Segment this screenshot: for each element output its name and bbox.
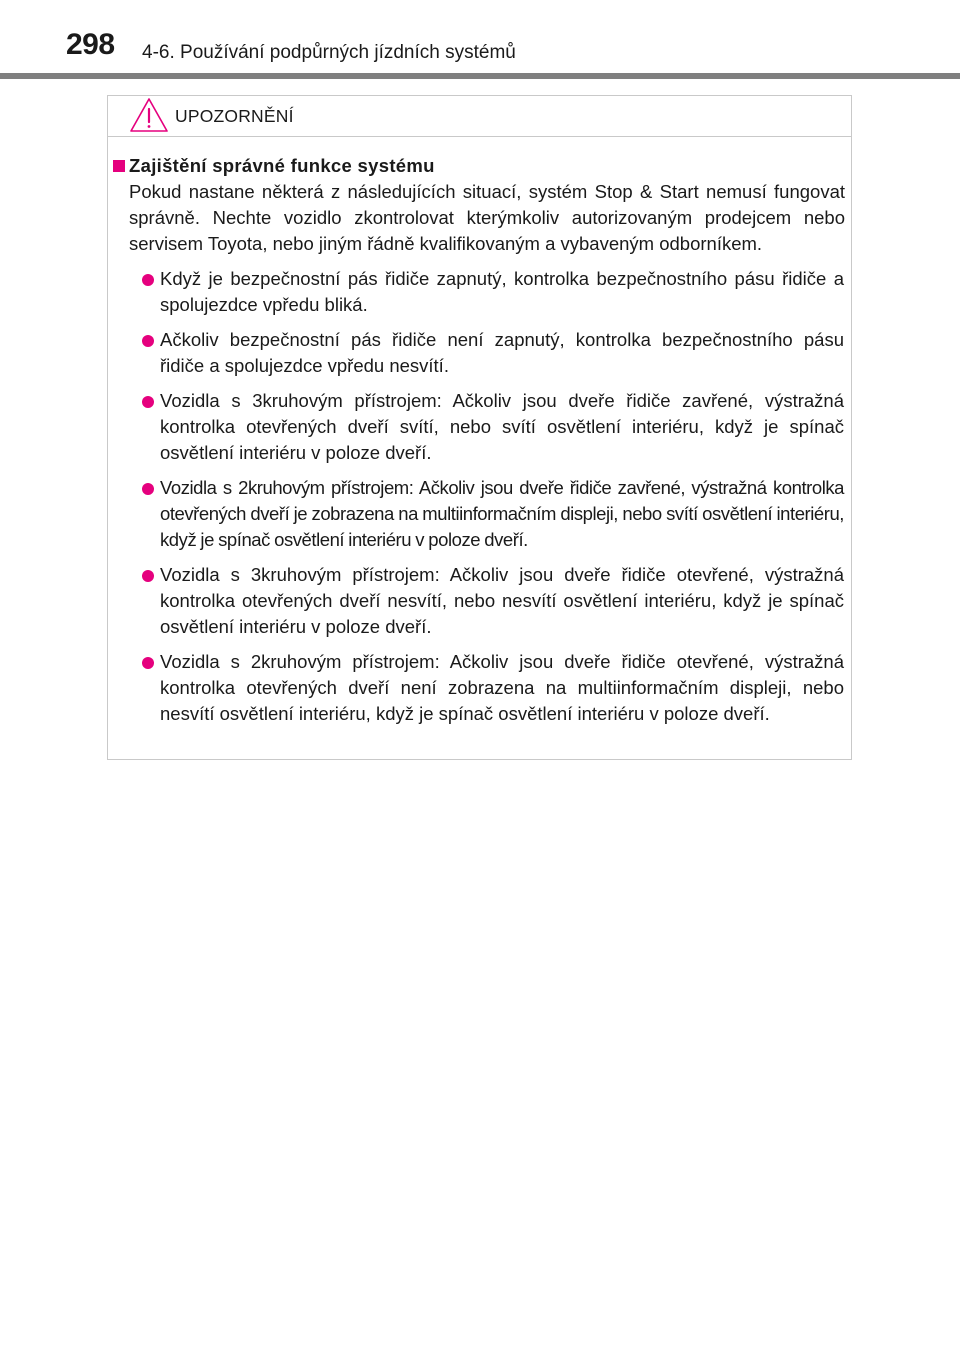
round-bullet-icon bbox=[142, 396, 154, 408]
condition-list bbox=[108, 266, 851, 727]
header-rule bbox=[0, 73, 960, 79]
list-item bbox=[129, 649, 851, 727]
list-item bbox=[129, 327, 851, 379]
caution-label: UPOZORNĚNÍ bbox=[175, 106, 294, 126]
list-item-text: Vozidla s 3kruhovým přístrojem: Ačkoliv jsou dveře řidiče zavřené, výstražná kontrolka otevřených dveří svítí, nebo svítí osvětlení interiéru, když je spínač osvětlení interiéru v poloze dveří. bbox=[160, 390, 844, 463]
square-bullet-icon bbox=[113, 160, 125, 172]
round-bullet-icon bbox=[142, 657, 154, 669]
list-item-text: Vozidla s 3kruhovým přístrojem: Ačkoliv jsou dveře řidiče otevřené, výstražná kontrolka otevřených dveří nesvítí, nebo nesvítí osvětlení interiéru, když je spínač osvětlení interiéru v poloze dveří. bbox=[160, 564, 844, 637]
list-item bbox=[129, 562, 851, 640]
list-item bbox=[129, 475, 851, 553]
list-item-text: Ačkoliv bezpečnostní pás řidiče není zapnutý, kontrolka bezpečnostního pásu řidiče a spolujezdce vpředu nesvítí. bbox=[160, 329, 844, 376]
warning-triangle-icon bbox=[128, 96, 170, 134]
subheading-text: Zajištění správné funkce systému bbox=[129, 155, 435, 176]
caution-box bbox=[107, 95, 852, 760]
list-item bbox=[129, 266, 851, 318]
list-item-text: Vozidla s 2kruhovým přístrojem: Ačkoliv jsou dveře řidiče otevřené, výstražná kontrolka otevřených dveří není zobrazena na multiinformačním displeji, nebo nesvítí osvětlení interiéru, když je spínač osvětlení interiéru v poloze dveří. bbox=[160, 651, 844, 724]
intro-paragraph: Pokud nastane některá z následujících situací, systém Stop & Start nemusí fungovat správně. Nechte vozidlo zkontrolovat kterýmkoliv autorizovaným prodejcem nebo servisem Toyota, nebo jiným řádně kvalifikovaným a vybaveným odborníkem. bbox=[129, 181, 845, 254]
list-item-text: Vozidla s 2kruhovým přístrojem: Ačkoliv jsou dveře řidiče zavřené, výstražná kontrolka otevřených dveří je zobrazena na multiinformačním displeji, nebo svítí osvětlení interiéru, když je spínač osvětlení interiéru v poloze dveří. bbox=[160, 477, 844, 550]
round-bullet-icon bbox=[142, 570, 154, 582]
list-item bbox=[129, 388, 851, 466]
section-title: 4-6. Používání podpůrných jízdních systémů bbox=[142, 42, 516, 63]
caution-header bbox=[108, 96, 851, 137]
round-bullet-icon bbox=[142, 335, 154, 347]
list-item-text: Když je bezpečnostní pás řidiče zapnutý, kontrolka bezpečnostního pásu řidiče a spolujezdce vpředu bliká. bbox=[160, 268, 844, 315]
page-header bbox=[0, 0, 960, 80]
subheading bbox=[108, 151, 851, 179]
round-bullet-icon bbox=[142, 483, 154, 495]
caution-content bbox=[108, 151, 851, 736]
round-bullet-icon bbox=[142, 274, 154, 286]
page-number: 298 bbox=[66, 28, 115, 61]
